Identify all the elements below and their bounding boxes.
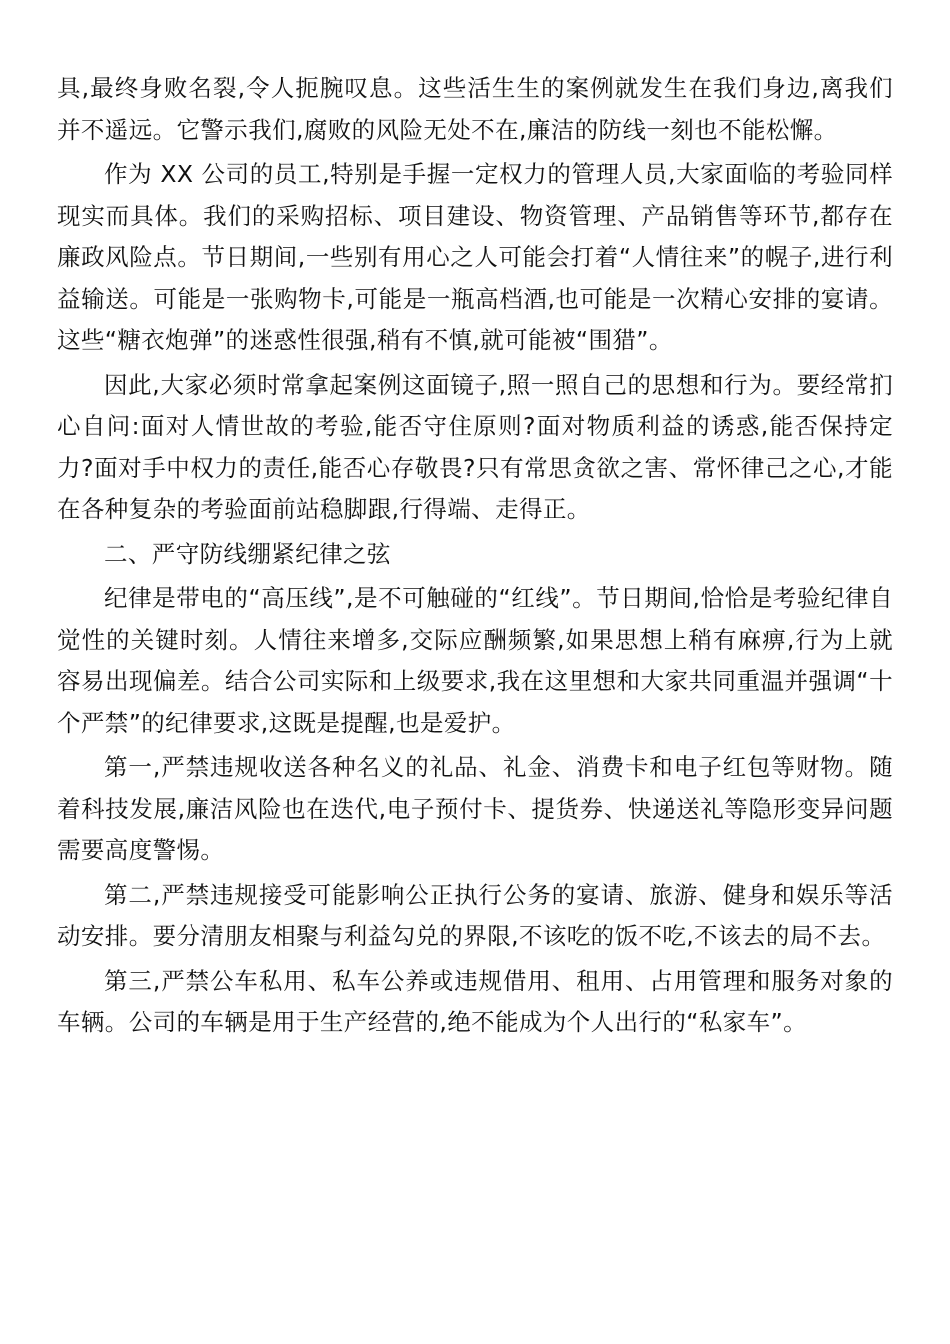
paragraph-continuation: 具,最终身败名裂,令人扼腕叹息。这些活生生的案例就发生在我们身边,离我们并不遥远。它警示我们,腐败的风险无处不在,廉洁的防线一刻也不能松懈。	[57, 74, 893, 144]
section-heading: 二、严守防线绷紧纪律之弦	[104, 539, 391, 568]
paragraph-discipline: 纪律是带电的“高压线”,是不可触碰的“红线”。节日期间,恰恰是考验纪律自觉性的关键时刻。人情往来增多,交际应酬频繁,如果思想上稍有麻痹,行为上就容易出现偏差。结合公司实际和上级要求,我在这里想和大家共同重温并强调“十个严禁”的纪律要求,这既是提醒,也是爱护。	[57, 584, 893, 737]
paragraph-self-reflection: 因此,大家必须时常拿起案例这面镜子,照一照自己的思想和行为。要经常扪心自问:面对人情世故的考验,能否守住原则?面对物质利益的诱惑,能否保持定力?面对手中权力的责任,能否心存敬畏?只有常思贪欲之害、常怀律己之心,才能在各种复杂的考验面前站稳脚跟,行得端、走得正。	[57, 370, 893, 523]
paragraph-rule-3: 第三,严禁公车私用、私车公养或违规借用、租用、占用管理和服务对象的车辆。公司的车辆是用于生产经营的,绝不能成为个人出行的“私家车”。	[57, 966, 893, 1036]
paragraph-rule-1: 第一,严禁违规收送各种名义的礼品、礼金、消费卡和电子红包等财物。随着科技发展,廉洁风险也在迭代,电子预付卡、提货券、快递送礼等隐形变异问题需要高度警惕。	[57, 753, 893, 864]
paragraph-company-risks: 作为 XX 公司的员工,特别是手握一定权力的管理人员,大家面临的考验同样现实而具体。我们的采购招标、项目建设、物资管理、产品销售等环节,都存在廉政风险点。节日期间,一些别有用心之人可能会打着“人情往来”的幌子,进行利益输送。可能是一张购物卡,可能是一瓶高档酒,也可能是一次精心安排的宴请。这些“糖衣炮弹”的迷惑性很强,稍有不慎,就可能被“围猎”。	[57, 160, 893, 354]
paragraph-rule-2: 第二,严禁违规接受可能影响公正执行公务的宴请、旅游、健身和娱乐等活动安排。要分清朋友相聚与利益勾兑的界限,不该吃的饭不吃,不该去的局不去。	[57, 880, 893, 950]
document-page	[57, 68, 893, 1047]
